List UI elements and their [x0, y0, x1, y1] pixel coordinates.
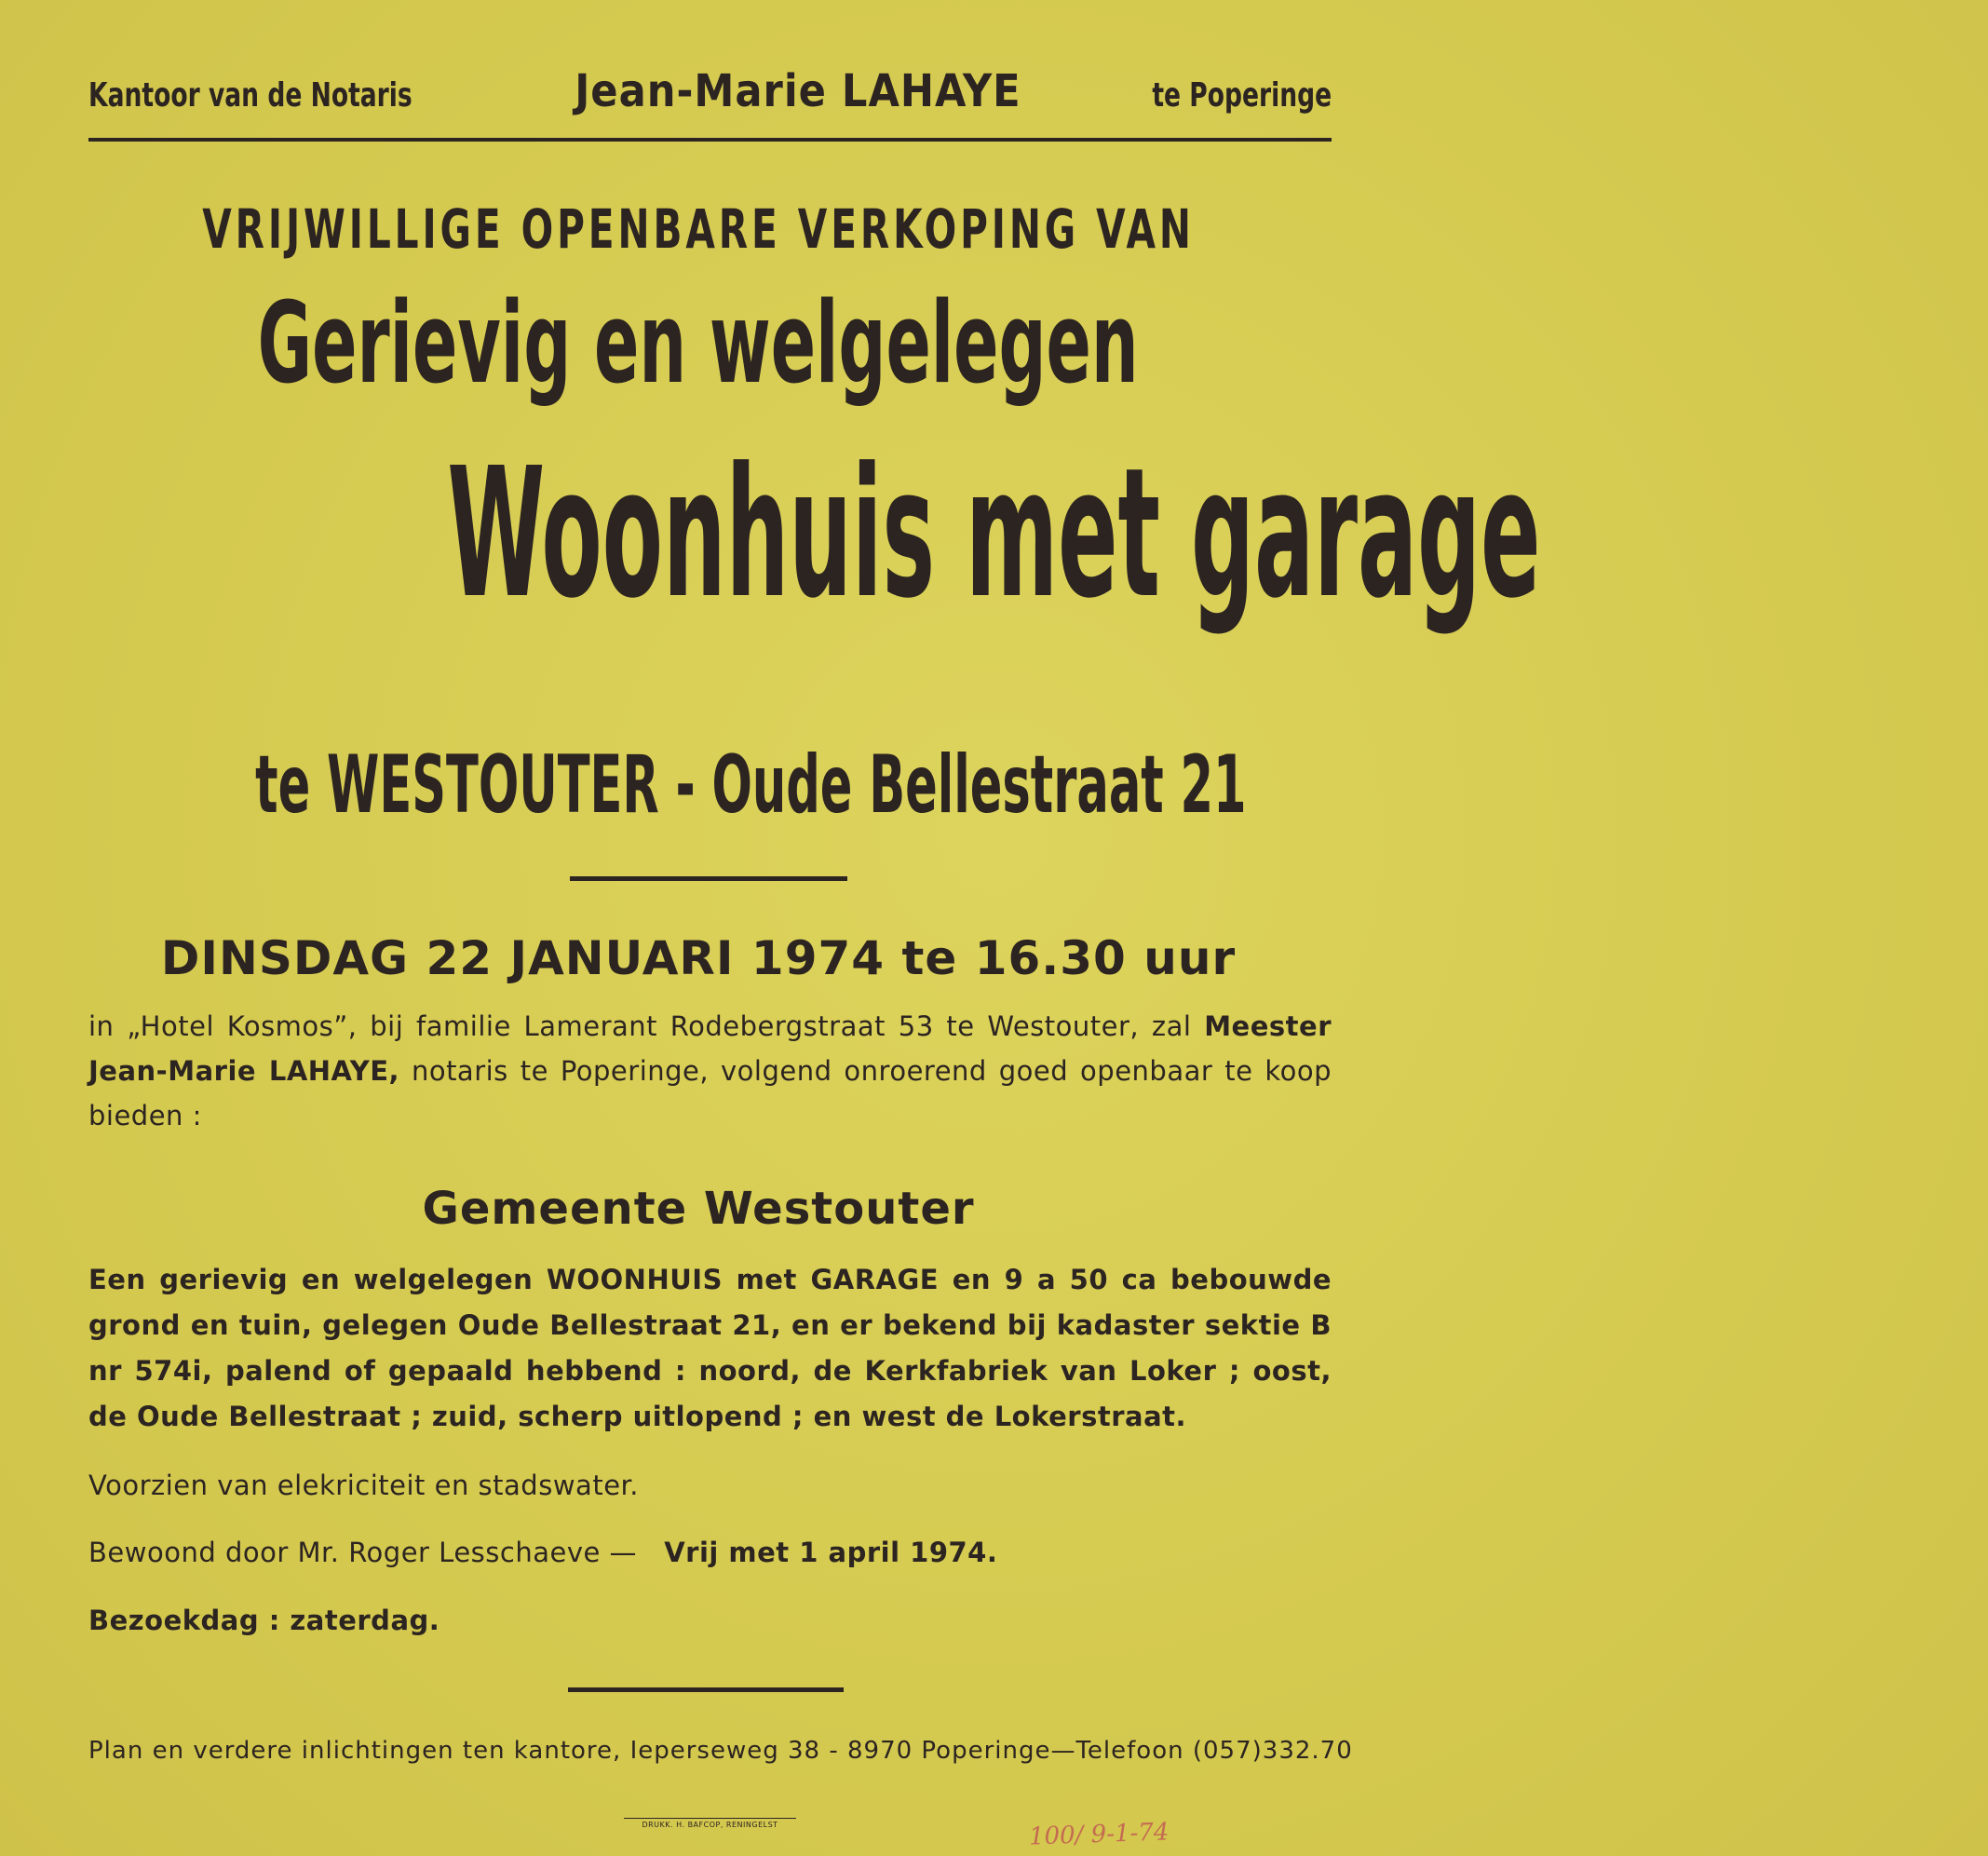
municipality-heading: Gemeente Westouter: [422, 1183, 975, 1235]
header-divider: [88, 138, 1332, 142]
notary-office-header: [88, 65, 1332, 121]
utilities-note: Voorzien van elekriciteit en stadswater.: [88, 1470, 640, 1501]
intro-notary: Meester Jean-Marie LAHAYE,: [88, 1010, 1332, 1087]
headline-main: Woonhuis met garage: [447, 430, 1541, 638]
footer-divider: [568, 1687, 844, 1692]
header-suffix: te Poperinge: [1152, 76, 1332, 115]
footer-phone: Telefoon (057)332.70: [1075, 1737, 1353, 1765]
intro-text-2: notaris te Poperinge, volgend onroerend goed openbaar te koop bieden :: [88, 1055, 1332, 1131]
title-divider: [570, 876, 847, 881]
free-from: Vrij met 1 april 1974.: [664, 1537, 998, 1568]
occupancy-line: [88, 1537, 997, 1568]
visit-day: Bezoekdag : zaterdag.: [88, 1605, 440, 1636]
footer-info: Plan en verdere inlichtingen ten kantore, Ieperseweg 38 - 8970 Poperinge: [88, 1737, 1051, 1765]
headline-line-1: Gerievig en welgelegen: [258, 279, 1139, 409]
footer-dash: —: [1050, 1737, 1076, 1765]
handwritten-note: 100/ 9-1-74: [1028, 1818, 1170, 1851]
footer-info-line: [88, 1737, 1353, 1765]
headline-location: te WESTOUTER - Oude Bellestraat 21: [255, 738, 1247, 832]
intro-text-1: in „Hotel Kosmos”, bij familie Lamerant Rodebergstraat 53 te Westouter, zal: [88, 1010, 1205, 1042]
occupied-by: Bewoond door Mr. Roger Lesschaeve —: [88, 1537, 638, 1568]
sale-type-heading: VRIJWILLIGE OPENBARE VERKOPING VAN: [202, 197, 1195, 261]
header-prefix: Kantoor van de Notaris: [88, 76, 412, 115]
property-description: Een gerievig en welgelegen WOONHUIS met GARAGE en 9 a 50 ca bebouwde grond en tuin, gelegen Oude Bellestraat 21, en er bekend bij kadaster sektie B nr 574i, palend of gepaald hebbend : noord, de Kerkfabriek van Loker ; oost, de Oude Bellestraat ; zuid, scherp uitlopend ; en west de Lokerstraat.: [88, 1264, 1332, 1432]
sale-intro-paragraph: [88, 1004, 1332, 1138]
notary-name: Jean-Marie LAHAYE: [575, 65, 1021, 117]
printer-imprint: DRUKK. H. BAFCOP, RENINGELST: [624, 1818, 796, 1829]
sale-date: DINSDAG 22 JANUARI 1974 te 16.30 uur: [160, 931, 1237, 985]
